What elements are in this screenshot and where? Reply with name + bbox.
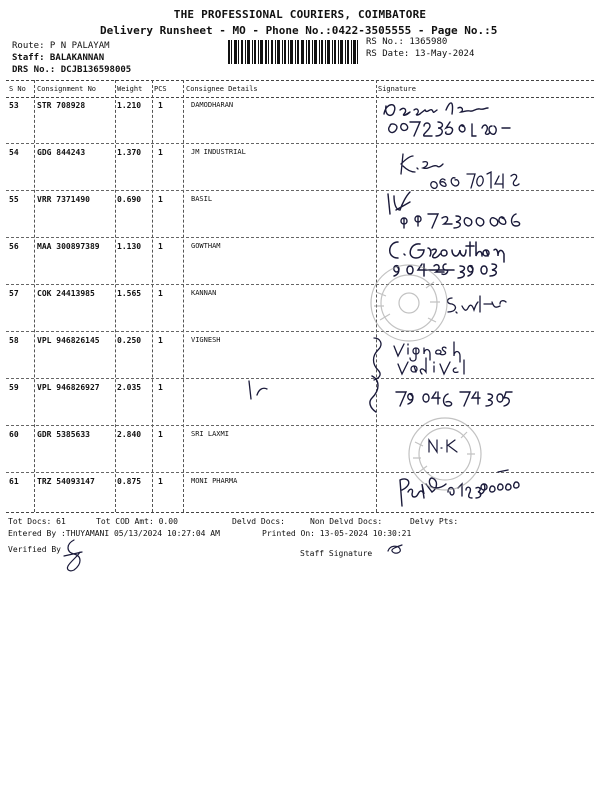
row-sno: 53 — [9, 101, 19, 110]
row-sno: 54 — [9, 148, 19, 157]
row-pcs: 1 — [158, 195, 163, 204]
row-consignee: DAMODHARAN — [191, 101, 234, 109]
staff-signature-label: Staff Signature — [300, 549, 373, 558]
stamp-seal-icon — [368, 262, 450, 344]
row-pcs: 1 — [158, 148, 163, 157]
row-pcs: 1 — [158, 477, 163, 486]
row-consignment: VRR 7371490 — [37, 195, 90, 204]
row-consignee: JM INDUSTRIAL — [191, 148, 246, 156]
row-sno: 56 — [9, 242, 19, 251]
row-sno: 61 — [9, 477, 19, 486]
total-docs: Tot Docs: 61 — [8, 517, 66, 526]
printed-on: Printed On: 13-05-2024 10:30:21 — [262, 529, 412, 538]
row-consignment: GDR 5385633 — [37, 430, 90, 439]
row-pcs: 1 — [158, 383, 163, 392]
row-consignment: MAA 300897389 — [37, 242, 100, 251]
row-consignment: VPL 946826145 — [37, 336, 100, 345]
staff-label: Staff: BALAKANNAN — [12, 53, 105, 63]
row-pcs: 1 — [158, 336, 163, 345]
delivered-docs: Delvd Docs: — [232, 517, 285, 526]
row-sno: 57 — [9, 289, 19, 298]
row-weight: 1.370 — [117, 148, 142, 157]
entered-by: Entered By :THUYAMANI 05/13/2024 10:27:04 AM — [8, 529, 220, 538]
total-cod-amount: Tot COD Amt: 0.00 — [96, 517, 178, 526]
col-consignee: Consignee Details — [186, 85, 258, 93]
table-row — [6, 426, 594, 473]
row-pcs: 1 — [158, 430, 163, 439]
document-title: THE PROFESSIONAL COURIERS, COIMBATORE — [173, 8, 427, 21]
col-signature: Signature — [378, 85, 416, 93]
drs-number: DRS No.: DCJB136598005 — [12, 65, 132, 75]
col-pcs: PCS — [154, 85, 167, 93]
row-pcs: 1 — [158, 101, 163, 110]
row-consignee: VIGNESH — [191, 336, 221, 344]
row-consignment: GDG 844243 — [37, 148, 86, 157]
handwritten-signature — [380, 96, 580, 140]
stamp-seal-icon — [405, 414, 485, 494]
handwritten-signature — [395, 150, 565, 192]
row-consignee: KANNAN — [191, 289, 217, 297]
verified-by-label: Verified By — [8, 545, 61, 554]
row-consignee: SRI LAXMI — [191, 430, 229, 438]
handwritten-signature — [384, 188, 574, 232]
non-delivered-docs: Non Delvd Docs: — [310, 517, 383, 526]
row-weight: 1.210 — [117, 101, 142, 110]
row-sno: 60 — [9, 430, 19, 439]
row-consignee: GOWTHAM — [191, 242, 221, 250]
barcode-icon — [228, 40, 358, 64]
handwritten-signature — [384, 541, 410, 557]
handwritten-signature — [58, 536, 88, 576]
row-consignment: VPL 946826927 — [37, 383, 100, 392]
pen-mark — [245, 375, 285, 405]
col-weight: Weight — [117, 85, 143, 93]
row-weight: 1.130 — [117, 242, 142, 251]
row-weight: 0.250 — [117, 336, 142, 345]
row-consignee: MONI PHARMA — [191, 477, 238, 485]
row-sno: 55 — [9, 195, 19, 204]
row-sno: 59 — [9, 383, 19, 392]
row-weight: 2.840 — [117, 430, 142, 439]
rs-number: RS No.: 1365980 — [366, 37, 448, 47]
row-sno: 58 — [9, 336, 19, 345]
col-consignment: Consignment No — [37, 85, 97, 93]
col-sno: S No — [9, 85, 26, 93]
handwritten-signature — [440, 290, 520, 320]
row-consignment: COK 24413985 — [37, 289, 95, 298]
footer-divider — [6, 512, 594, 513]
document-subtitle: Delivery Runsheet - MO - Phone No.:0422-3505555 - Page No.:5 — [100, 24, 498, 37]
row-weight: 1.565 — [117, 289, 142, 298]
handwritten-signature — [366, 374, 566, 416]
row-weight: 0.875 — [117, 477, 142, 486]
row-consignment: STR 708928 — [37, 101, 86, 110]
delivery-points: Delvy Pts: — [410, 517, 459, 526]
row-weight: 0.690 — [117, 195, 142, 204]
row-consignee: BASIL — [191, 195, 213, 203]
row-pcs: 1 — [158, 242, 163, 251]
rs-date: RS Date: 13-May-2024 — [366, 49, 475, 59]
row-pcs: 1 — [158, 289, 163, 298]
route-label: Route: P N PALAYAM — [12, 41, 110, 51]
row-weight: 2.035 — [117, 383, 142, 392]
row-consignment: TRZ 54093147 — [37, 477, 95, 486]
